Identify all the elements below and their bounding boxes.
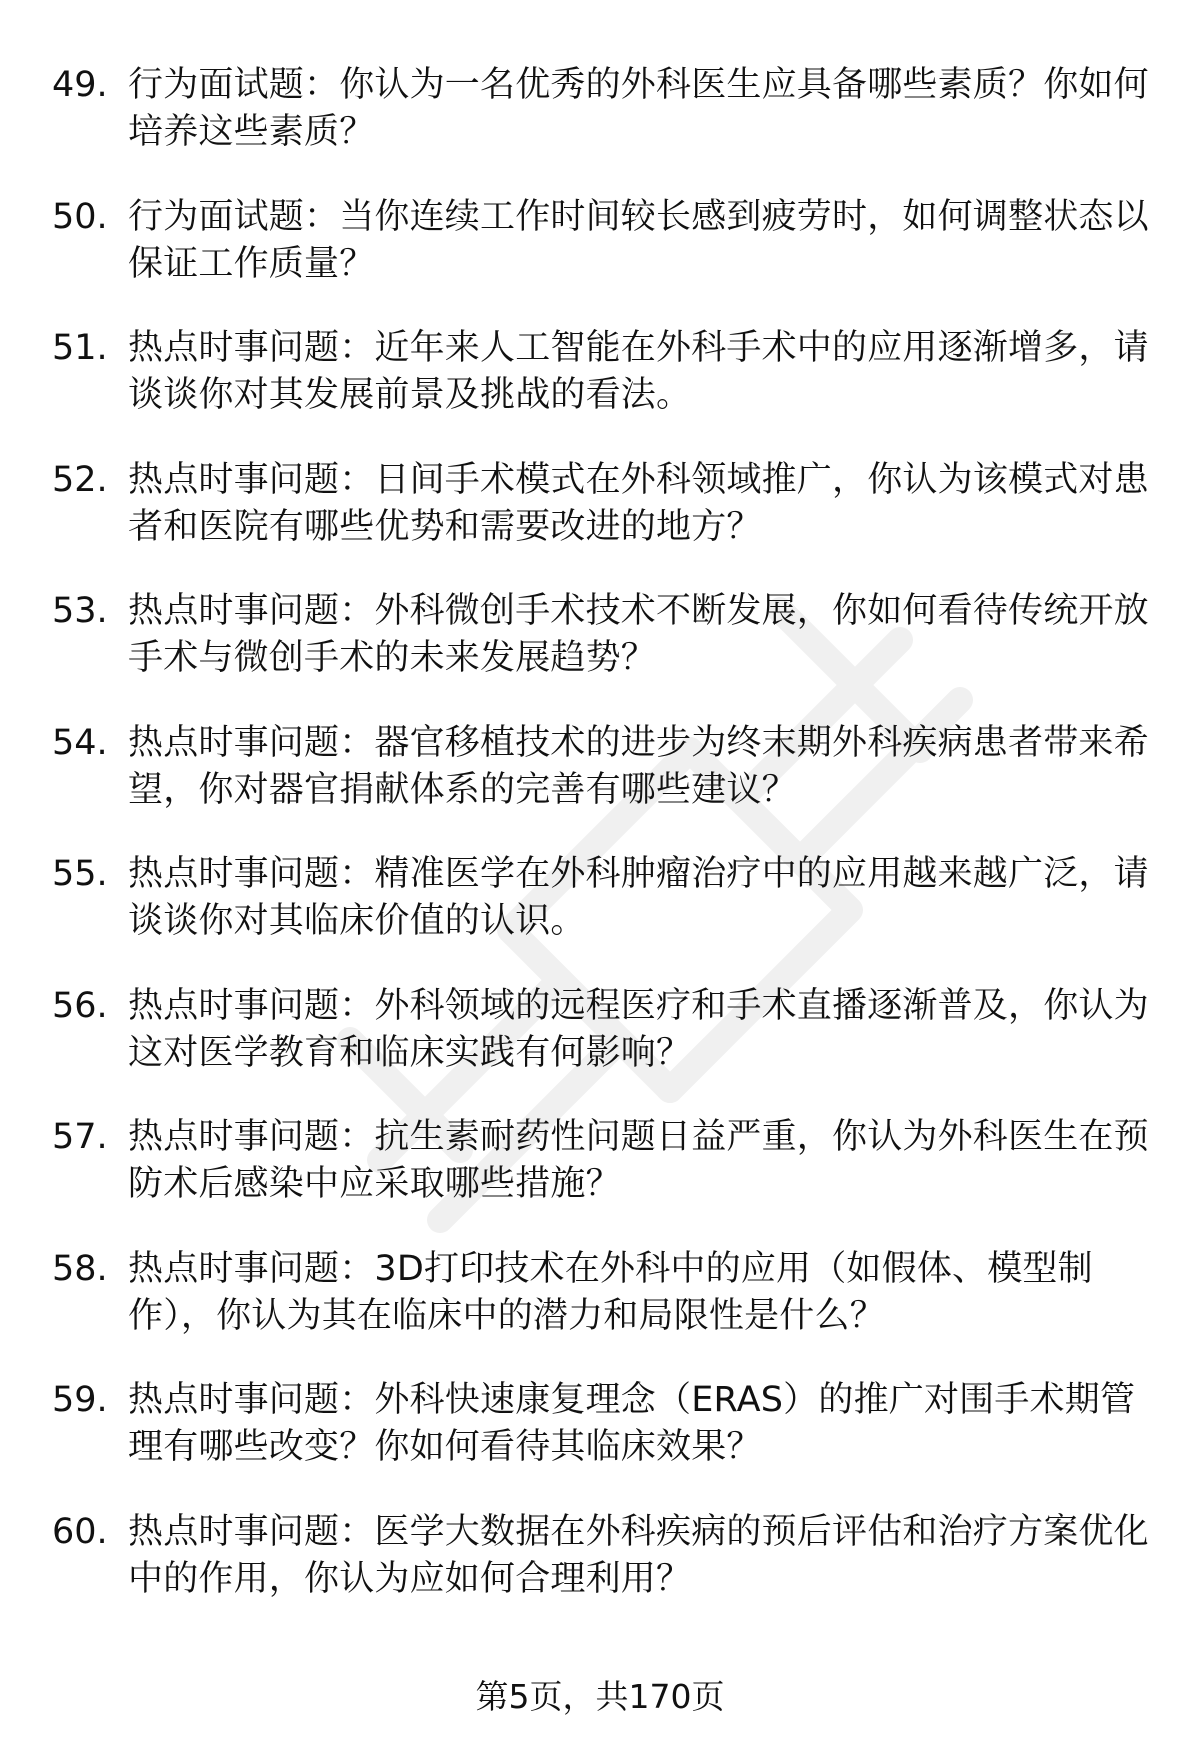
question-number: 50. (52, 196, 108, 237)
question-number: 59. (52, 1380, 108, 1420)
question-number: 60. (52, 1511, 108, 1552)
question-text: 热点时事问题：精准医学在外科肿瘤治疗中的应用越来越广泛，请谈谈你对其临床价值的认识。 (128, 854, 1149, 941)
question-item (52, 1509, 1162, 1641)
question-item (52, 1114, 1162, 1246)
question-text: 行为面试题：你认为一名优秀的外科医生应具备哪些素质？你如何培养这些素质？ (128, 65, 1149, 152)
question-text: 热点时事问题：医学大数据在外科疾病的预后评估和治疗方案优化中的作用，你认为应如何合理利用？ (128, 1511, 1149, 1599)
question-item (52, 1377, 1162, 1509)
question-number: 52. (52, 459, 108, 500)
question-text: 热点时事问题：3D打印技术在外科中的应用（如假体、模型制作），你认为其在临床中的潜力和局限性是什么？ (128, 1248, 1093, 1336)
question-item (52, 588, 1162, 720)
question-number: 53. (52, 591, 108, 631)
page-number-label: 第5页，共170页 (475, 1677, 725, 1716)
question-text: 热点时事问题：近年来人工智能在外科手术中的应用逐渐增多，请谈谈你对其发展前景及挑战的看法。 (128, 328, 1149, 415)
question-item (52, 325, 1162, 457)
question-item (52, 194, 1162, 326)
question-text: 热点时事问题：抗生素耐药性问题日益严重，你认为外科医生在预防术后感染中应采取哪些措施？ (128, 1117, 1149, 1204)
question-number: 55. (52, 854, 108, 894)
question-text: 热点时事问题：外科微创手术技术不断发展，你如何看待传统开放手术与微创手术的未来发展趋势？ (128, 591, 1149, 678)
page-footer (0, 1675, 1200, 1719)
question-text: 行为面试题：当你连续工作时间较长感到疲劳时，如何调整状态以保证工作质量？ (128, 196, 1149, 284)
question-text: 热点时事问题：外科快速康复理念（ERAS）的推广对围手术期管理有哪些改变？你如何看待其临床效果？ (128, 1380, 1136, 1467)
question-item (52, 851, 1162, 983)
question-text: 热点时事问题：外科领域的远程医疗和手术直播逐渐普及，你认为这对医学教育和临床实践有何影响？ (128, 985, 1149, 1073)
question-number: 51. (52, 328, 108, 368)
question-item (52, 720, 1162, 852)
question-number: 57. (52, 1117, 108, 1157)
question-text: 热点时事问题：器官移植技术的进步为终末期外科疾病患者带来希望，你对器官捐献体系的完善有哪些建议？ (128, 722, 1149, 810)
question-number: 58. (52, 1248, 108, 1289)
question-item (52, 1246, 1162, 1378)
question-list (52, 62, 1162, 1640)
question-text: 热点时事问题：日间手术模式在外科领域推广，你认为该模式对患者和医院有哪些优势和需要改进的地方？ (128, 459, 1149, 547)
question-number: 49. (52, 65, 108, 105)
question-item (52, 983, 1162, 1115)
question-item (52, 62, 1162, 194)
question-item (52, 457, 1162, 589)
question-number: 56. (52, 985, 108, 1026)
question-number: 54. (52, 722, 108, 763)
